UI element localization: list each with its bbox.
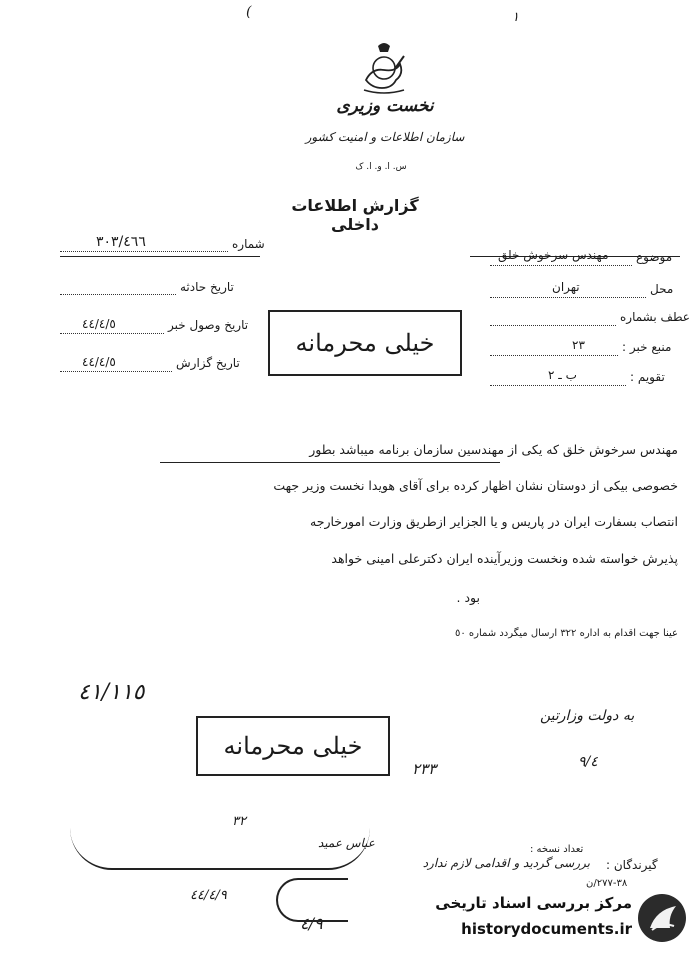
subject-line (490, 265, 632, 266)
report-date-label: تاریخ گزارش (176, 356, 240, 370)
location-value: تهران (552, 280, 580, 294)
handwritten-signature-loop (276, 878, 348, 922)
number-value: ٣٠٣/٤٦٦ (96, 234, 146, 250)
report-date-value: ٤٤/٤/٥ (82, 355, 116, 369)
action-note: عینا جهت اقدام به اداره ٣٢٢ ارسال میگردد شماره ٥٠ (454, 628, 678, 639)
body-underline (160, 462, 500, 463)
reference-label: عطف بشماره (620, 310, 690, 324)
handwritten-distribution-note: بررسی گردید و اقدامی لازم ندارد (422, 856, 590, 870)
watermark-logo (638, 894, 686, 942)
location-label: محل (650, 282, 674, 296)
receipt-date-label: تاریخ وصول خبر (168, 318, 249, 332)
assessment-value: ب ـ ٢ (548, 368, 577, 382)
header-rule-left (60, 256, 260, 257)
subject-label: موضوع (636, 250, 673, 264)
body-line-2: خصوصی بیکی از دوستان نشان اظهار کرده برای آقای هویدا نخست وزیر جهت (273, 478, 678, 493)
handwritten-stamp-number: ٢٣٣ (412, 760, 437, 778)
organization-name: سازمان اطلاعات و امنیت کشور (305, 130, 465, 144)
body-line-4: پذیرش خواسته شده ونخست وزیرآینده ایران دکترعلی امینی خواهد (331, 551, 678, 566)
assessment-label: تقویم : (630, 370, 665, 384)
classification-stamp-top: خیلی محرمانه (268, 310, 462, 376)
lion-and-sun-emblem (354, 40, 414, 98)
handwritten-ministers-note: به دولت وزارتین (540, 708, 635, 724)
watermark-url: historydocuments.ir (461, 920, 632, 938)
recipients-label: گیرندگان : (606, 858, 658, 872)
reference-line (490, 325, 616, 326)
report-date-line (60, 371, 172, 372)
body-line-1: مهندس سرخوش خلق که یکی از مهندسین سازمان برنامه میباشد بطور (309, 442, 678, 457)
source-line (490, 355, 618, 356)
body-line-3: انتصاب بسفارت ایران در پاریس و یا الجزایر ازطریق وزارت امورخارجه (310, 514, 678, 529)
copies-label: تعداد نسخه : (530, 844, 584, 855)
incident-date-line (60, 294, 176, 295)
watermark (392, 890, 692, 952)
number-label: شماره (232, 237, 265, 251)
classification-stamp-bottom: خیلی محرمانه (196, 716, 390, 776)
source-value: ٢٣ (572, 338, 585, 352)
watermark-org-name: مرکز بررسی اسناد تاریخی (435, 894, 632, 912)
number-line (60, 251, 228, 252)
ministry-name: نخست وزیری (336, 96, 434, 116)
org-code: س. ا. و. ا. ک (355, 162, 407, 172)
source-label: منبع خبر : (622, 340, 672, 354)
handwritten-date-right: ٩/٤ (578, 754, 598, 770)
form-number: ٣٨-٢٧٧/ن (586, 878, 628, 889)
handwritten-date-bottom: ٤٤/٤/٩ (190, 888, 227, 903)
handwritten-code-note: ٣٢ (232, 814, 246, 829)
receipt-date-line (60, 333, 164, 334)
handwritten-left-scrawl: ٤١/١١٥ (78, 680, 145, 705)
top-paren-mark: ( (246, 4, 252, 20)
report-title: گزارش اطلاعات داخلی (291, 196, 419, 234)
incident-date-label: تاریخ حادثه (180, 280, 234, 294)
handwritten-date-bottom-2: ٤/٩ (300, 914, 323, 933)
body-line-5: بود . (456, 590, 480, 605)
receipt-date-value: ٤٤/٤/٥ (82, 317, 116, 331)
assessment-line (490, 385, 626, 386)
handwritten-signature-note: عباس عمید (318, 836, 375, 850)
location-line (490, 297, 646, 298)
subject-value: مهندس سرخوش خلق (498, 248, 609, 262)
handwritten-strike-curve (70, 828, 370, 870)
page-number-mark: ١ (512, 10, 519, 25)
